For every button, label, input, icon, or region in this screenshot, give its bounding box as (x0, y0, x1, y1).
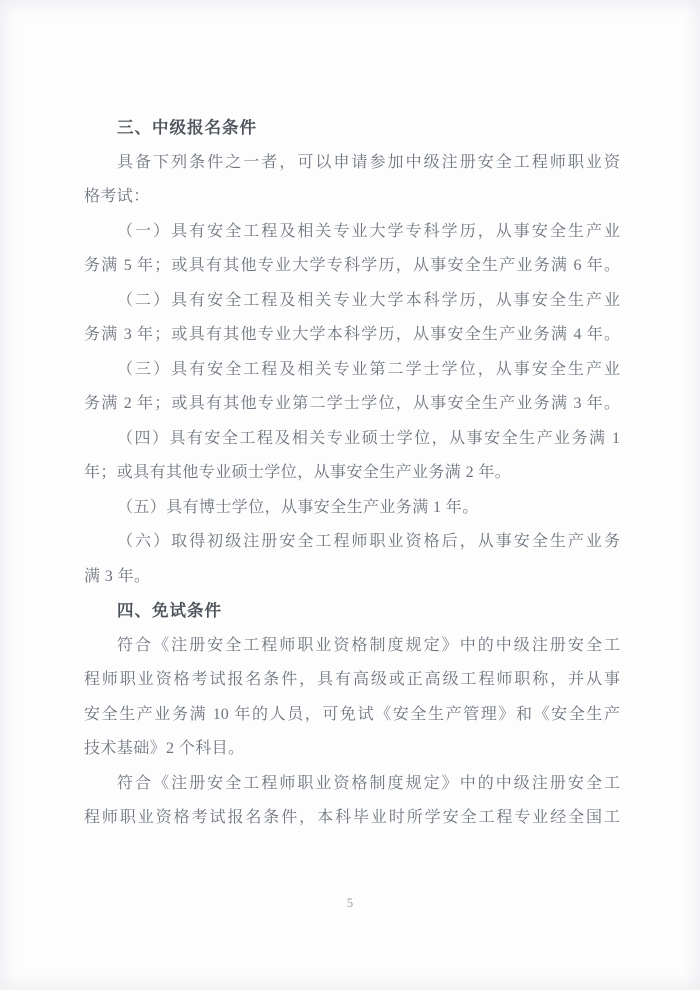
text-line: （六）取得初级注册安全工程师职业资格后，从事安全生产业务 (117, 533, 620, 550)
section-heading: 三、中级报名条件 (117, 119, 257, 137)
text-line: 年；或具有其他专业硕士学位，从事安全生产业务满 2 年。 (84, 464, 512, 481)
text-line: （五）具有博士学位，从事安全生产业务满 1 年。 (117, 498, 479, 516)
text-line: 符合《注册安全工程师职业资格制度规定》中的中级注册安全工 (117, 636, 620, 654)
document-body (84, 111, 620, 836)
text-line: 务满 2 年；或具有其他专业第二学士学位，从事安全生产业务满 3 年。 (84, 395, 620, 412)
text-line: 具备下列条件之一者，可以申请参加中级注册安全工程师职业资 (117, 153, 620, 171)
text-line: 格考试： (84, 188, 150, 205)
text-line: 安全生产业务满 10 年的人员，可免试《安全生产管理》和《安全生产 (84, 705, 620, 723)
text-line: 务满 5 年；或具有其他专业大学专科学历，从事安全生产业务满 6 年。 (84, 257, 620, 274)
text-line: 程师职业资格考试报名条件，本科毕业时所学安全工程专业经全国工 (84, 809, 620, 826)
text-line: 满 3 年。 (84, 567, 151, 585)
section-heading: 四、免试条件 (117, 602, 222, 620)
text-line: 程师职业资格考试报名条件，具有高级或正高级工程师职称，并从事 (84, 671, 620, 688)
text-line: 符合《注册安全工程师职业资格制度规定》中的中级注册安全工 (117, 774, 620, 792)
text-line: 务满 3 年；或具有其他专业大学本科学历，从事安全生产业务满 4 年。 (84, 326, 620, 343)
text-line: （三）具有安全工程及相关专业第二学士学位，从事安全生产业 (117, 360, 620, 378)
text-line: 技术基础》2 个科目。 (84, 740, 245, 757)
page-number: 5 (346, 896, 354, 910)
text-line: （四）具有安全工程及相关专业硕士学位，从事安全生产业务满 1 (117, 429, 620, 447)
text-line: （二）具有安全工程及相关专业大学本科学历，从事安全生产业 (117, 291, 620, 309)
text-line: （一）具有安全工程及相关专业大学专科学历，从事安全生产业 (117, 222, 620, 240)
